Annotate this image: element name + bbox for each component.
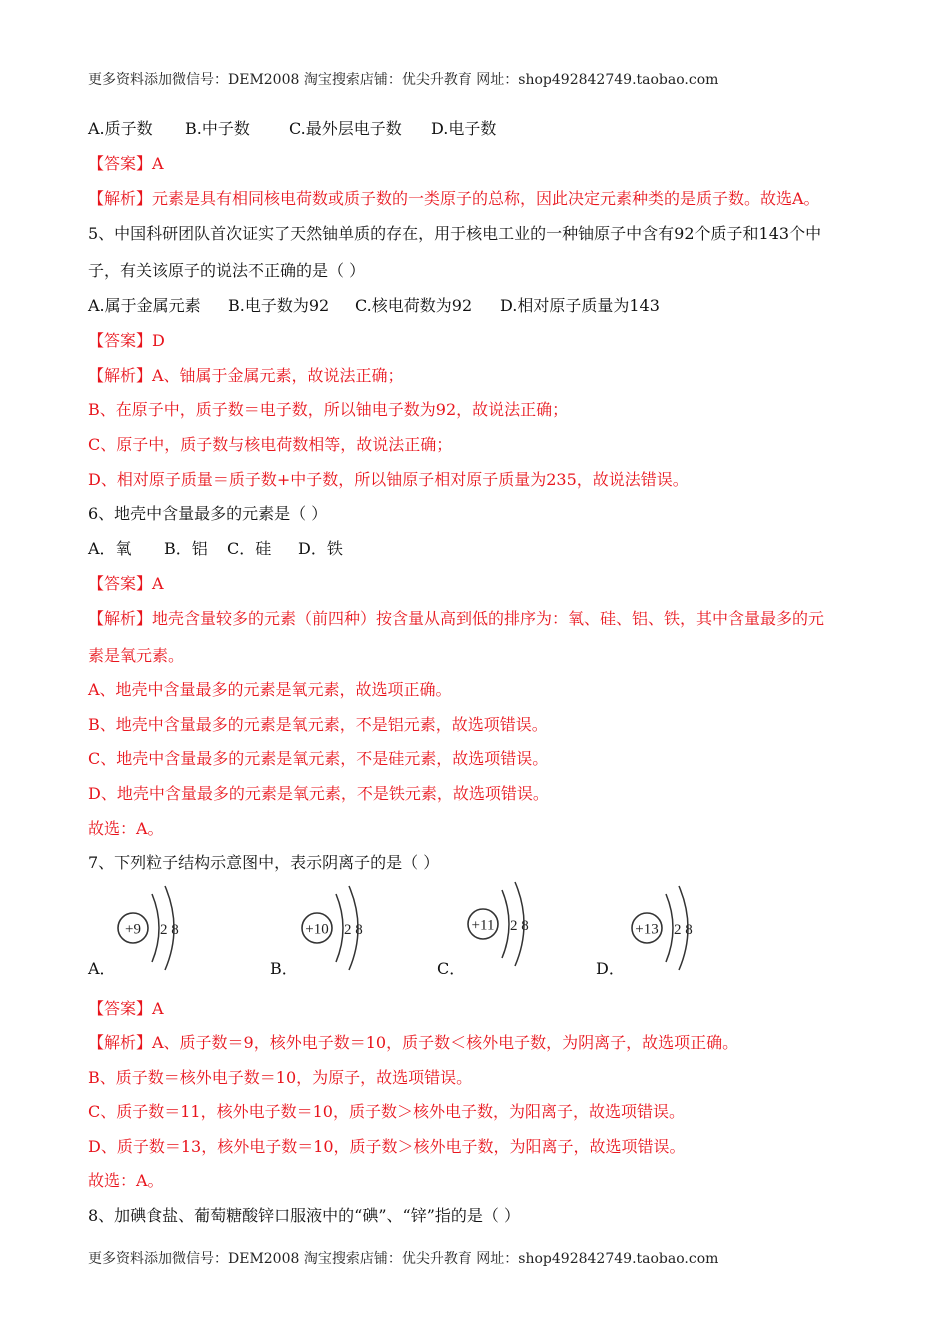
q4-analysis: 【解析】元素是具有相同核电荷数或质子数的一类原子的总称，因此决定元素种类的是质子数。故选A。 (88, 189, 820, 208)
atom-label-c: C． (437, 959, 466, 978)
page-header: 更多资料添加微信号：DEM2008 淘宝搜索店铺：优尖升教育 网址：shop492842749.taobao.com (88, 72, 719, 88)
q6-analysis-line: B、地壳中含量最多的元素是氧元素，不是铝元素，故选项错误。 (88, 715, 548, 734)
q5-analysis-line: 【解析】A、铀属于金属元素，故说法正确； (88, 366, 404, 385)
atom-diagram-d (626, 882, 706, 974)
nucleus-charge: +11 (471, 917, 495, 934)
q7-answer: 【答案】A (88, 999, 164, 1018)
shell-arc (666, 894, 673, 962)
q5-analysis-line: B、在原子中，质子数＝电子数，所以铀电子数为92，故说法正确； (88, 400, 569, 419)
q6-analysis-line: 素是氧元素。 (88, 646, 185, 665)
shell-arc (502, 890, 509, 958)
q7-conclusion: 故选：A。 (88, 1171, 164, 1190)
q6-answer: 【答案】A (88, 574, 164, 593)
q4-option-d: D.电子数 (431, 119, 497, 138)
nucleus-charge: +13 (635, 921, 659, 938)
q7-analysis-line: B、质子数＝核外电子数＝10，为原子，故选项错误。 (88, 1068, 473, 1087)
shell-electrons: 2 8 (160, 922, 179, 938)
shell-arc (336, 894, 343, 962)
shell-electrons: 2 8 (674, 922, 693, 938)
q4-option-b: B.中子数 (185, 119, 250, 138)
q4-option-c: C.最外层电子数 (289, 119, 402, 138)
q5-stem-line1: 5、中国科研团队首次证实了天然铀单质的存在，用于核电工业的一种铀原子中含有92个质子和143个中 (88, 224, 822, 243)
q7-analysis-line: C、质子数＝11，核外电子数＝10，质子数＞核外电子数，为阳离子，故选项错误。 (88, 1102, 685, 1121)
q5-options (88, 293, 660, 316)
atom-label-a: A． (88, 959, 116, 978)
q7-analysis-line: D、质子数＝13，核外电子数＝10，质子数＞核外电子数，为阳离子，故选项错误。 (88, 1137, 686, 1156)
shell-electrons: 2 8 (510, 918, 529, 934)
q6-conclusion: 故选：A。 (88, 819, 164, 838)
shell-arc (152, 894, 159, 962)
q7-stem: 7、下列粒子结构示意图中，表示阴离子的是（ ） (88, 853, 440, 872)
atom-diagram-a (112, 882, 192, 974)
atom-label-b: B． (270, 959, 298, 978)
q6-analysis-line: 【解析】地壳含量较多的元素（前四种）按含量从高到低的排序为：氧、硅、铝、铁，其中含量最多的元 (88, 609, 825, 628)
q6-options (88, 536, 343, 559)
q6-option-c: C．硅 (227, 539, 272, 558)
q4-options (88, 116, 496, 139)
q5-option-d: D.相对原子质量为143 (500, 296, 660, 315)
q5-stem-line2: 子，有关该原子的说法不正确的是（ ） (88, 261, 366, 280)
q6-analysis-line: C、地壳中含量最多的元素是氧元素，不是硅元素，故选项错误。 (88, 749, 549, 768)
q6-option-a: A．氧 (88, 539, 132, 558)
nucleus-charge: +10 (305, 921, 329, 938)
q6-stem: 6、地壳中含量最多的元素是（ ） (88, 504, 328, 523)
atom-label-d: D． (596, 959, 625, 978)
atom-diagram-c (462, 878, 542, 970)
q5-option-a: A.属于金属元素 (88, 296, 201, 315)
q5-option-b: B.电子数为92 (228, 296, 330, 315)
q6-option-b: B．铝 (164, 539, 208, 558)
q6-analysis-line: D、地壳中含量最多的元素是氧元素，不是铁元素，故选项错误。 (88, 784, 549, 803)
q5-analysis-line: D、相对原子质量＝质子数+中子数，所以铀原子相对原子质量为235，故说法错误。 (88, 470, 689, 489)
q5-option-c: C.核电荷数为92 (355, 296, 473, 315)
q5-answer: 【答案】D (88, 331, 165, 350)
q6-option-d: D．铁 (298, 539, 343, 558)
q8-stem: 8、加碘食盐、葡萄糖酸锌口服液中的“碘”、“锌”指的是（ ） (88, 1206, 520, 1225)
atom-diagram-b (296, 882, 376, 974)
q7-analysis-line: 【解析】A、质子数＝9，核外电子数＝10，质子数＜核外电子数，为阴离子，故选项正确。 (88, 1033, 739, 1052)
q4-option-a: A.质子数 (88, 119, 153, 138)
q5-analysis-line: C、原子中，质子数与核电荷数相等，故说法正确； (88, 435, 453, 454)
shell-electrons: 2 8 (344, 922, 363, 938)
nucleus-charge: +9 (125, 921, 141, 938)
page-footer: 更多资料添加微信号：DEM2008 淘宝搜索店铺：优尖升教育 网址：shop492842749.taobao.com (88, 1251, 719, 1267)
q4-answer: 【答案】A (88, 154, 164, 173)
q6-analysis-line: A、地壳中含量最多的元素是氧元素，故选项正确。 (88, 680, 452, 699)
